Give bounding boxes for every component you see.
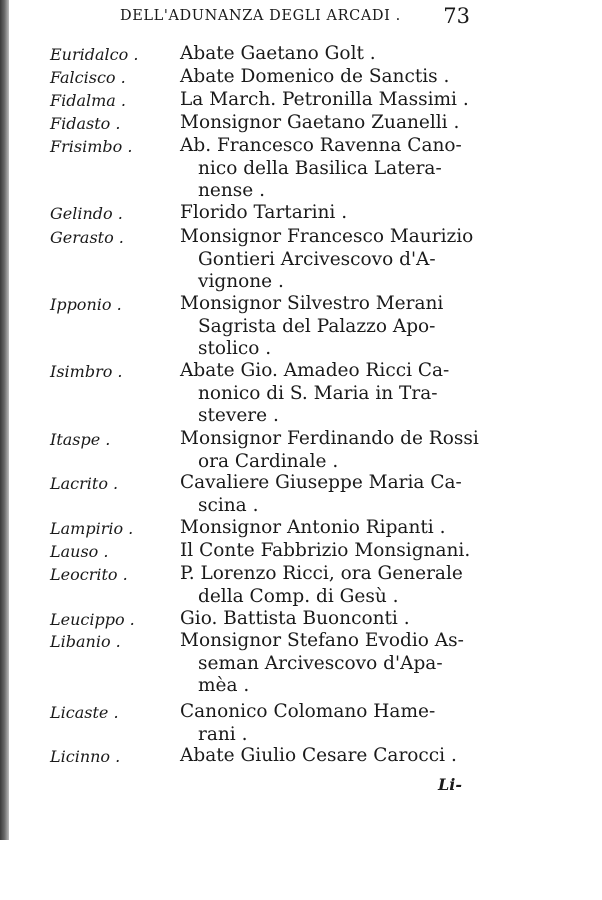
member-line: seman Arcivescovo d'Apa- — [198, 652, 443, 674]
member-name — [180, 89, 470, 112]
member-name — [180, 226, 474, 294]
page-binding-edge — [0, 0, 9, 840]
member-name — [180, 428, 479, 473]
pastoral-name: Euridalco . — [50, 45, 139, 64]
pastoral-name: Itaspe . — [50, 430, 111, 449]
member-line: mèa . — [198, 675, 250, 696]
member-line: nonico di S. Maria in Tra- — [198, 382, 438, 404]
member-line: P. Lorenzo Ricci, ora Generale — [180, 563, 463, 584]
pastoral-name: Leucippo . — [50, 610, 135, 629]
member-name — [180, 135, 470, 203]
member-line: Abate Gio. Amadeo Ricci Ca- — [180, 360, 450, 381]
member-line: scina . — [198, 494, 259, 516]
member-line: stevere . — [198, 405, 279, 426]
member-name — [180, 43, 470, 66]
member-line: Abate Domenico de Sanctis . — [180, 66, 450, 87]
member-name — [180, 293, 470, 361]
member-name — [180, 202, 470, 225]
pastoral-name: Falcisco . — [50, 68, 126, 87]
pastoral-name: Fidasto . — [50, 114, 121, 133]
pastoral-name: Leocrito . — [50, 565, 128, 584]
member-name — [180, 701, 470, 746]
member-name — [180, 608, 470, 631]
pastoral-name: Licaste . — [50, 703, 119, 722]
member-line: ora Cardinale . — [198, 450, 339, 472]
member-name — [180, 540, 470, 563]
member-line: della Comp. di Gesù . — [198, 585, 399, 607]
pastoral-name: Lauso . — [50, 542, 109, 561]
pastoral-name: Ipponio . — [50, 295, 122, 314]
pastoral-name: Gelindo . — [50, 204, 123, 223]
pastoral-name: Frisimbo . — [50, 137, 133, 156]
member-line: Canonico Colomano Hame- — [180, 701, 436, 722]
running-head: DELL'ADUNANZA DEGLI ARCADI . — [120, 8, 401, 24]
member-line: Monsignor Stefano Evodio As- — [180, 630, 464, 651]
member-line: Monsignor Silvestro Merani — [180, 293, 444, 314]
pastoral-name: Libanio . — [50, 632, 121, 651]
member-line: nico della Basilica Latera- — [198, 157, 442, 179]
member-line: Monsignor Antonio Ripanti . — [180, 517, 446, 538]
member-name — [180, 472, 470, 517]
pastoral-name: Licinno . — [50, 747, 121, 766]
member-line: Monsignor Ferdinando de Rossi — [180, 428, 479, 449]
member-line: Monsignor Gaetano Zuanelli . — [180, 112, 460, 133]
member-line: Cavaliere Giuseppe Maria Ca- — [180, 472, 462, 493]
member-line: Abate Gaetano Golt . — [180, 43, 376, 64]
pastoral-name: Fidalma . — [50, 91, 126, 110]
member-line: Monsignor Francesco Maurizio — [180, 226, 474, 247]
member-line: Ab. Francesco Ravenna Cano- — [180, 135, 462, 156]
pastoral-name: Lampirio . — [50, 519, 134, 538]
member-line: Gontieri Arcivescovo d'A- — [198, 248, 436, 270]
pastoral-name: Gerasto . — [50, 228, 124, 247]
pastoral-name: Lacrito . — [50, 474, 119, 493]
member-name — [180, 745, 470, 768]
member-name — [180, 66, 470, 89]
member-name — [180, 112, 470, 135]
member-name — [180, 360, 470, 428]
member-line: stolico . — [198, 338, 272, 359]
page-header — [120, 4, 470, 30]
member-line: Abate Giulio Cesare Carocci . — [180, 745, 457, 766]
member-name — [180, 630, 470, 698]
member-line: nense . — [198, 180, 265, 201]
page-number: 73 — [443, 4, 470, 28]
member-line: Sagrista del Palazzo Apo- — [198, 315, 436, 337]
member-line: Florido Tartarini . — [180, 202, 348, 223]
member-line: rani . — [198, 723, 248, 745]
member-line: La March. Petronilla Massimi . — [180, 89, 469, 110]
member-line: Il Conte Fabbrizio Monsignani. — [180, 540, 471, 561]
member-line: vignone . — [198, 271, 284, 292]
pastoral-name: Isimbro . — [50, 362, 123, 381]
member-line: Gio. Battista Buonconti . — [180, 608, 410, 629]
member-name — [180, 563, 470, 608]
member-name — [180, 517, 470, 540]
catchword: Li- — [438, 775, 462, 794]
